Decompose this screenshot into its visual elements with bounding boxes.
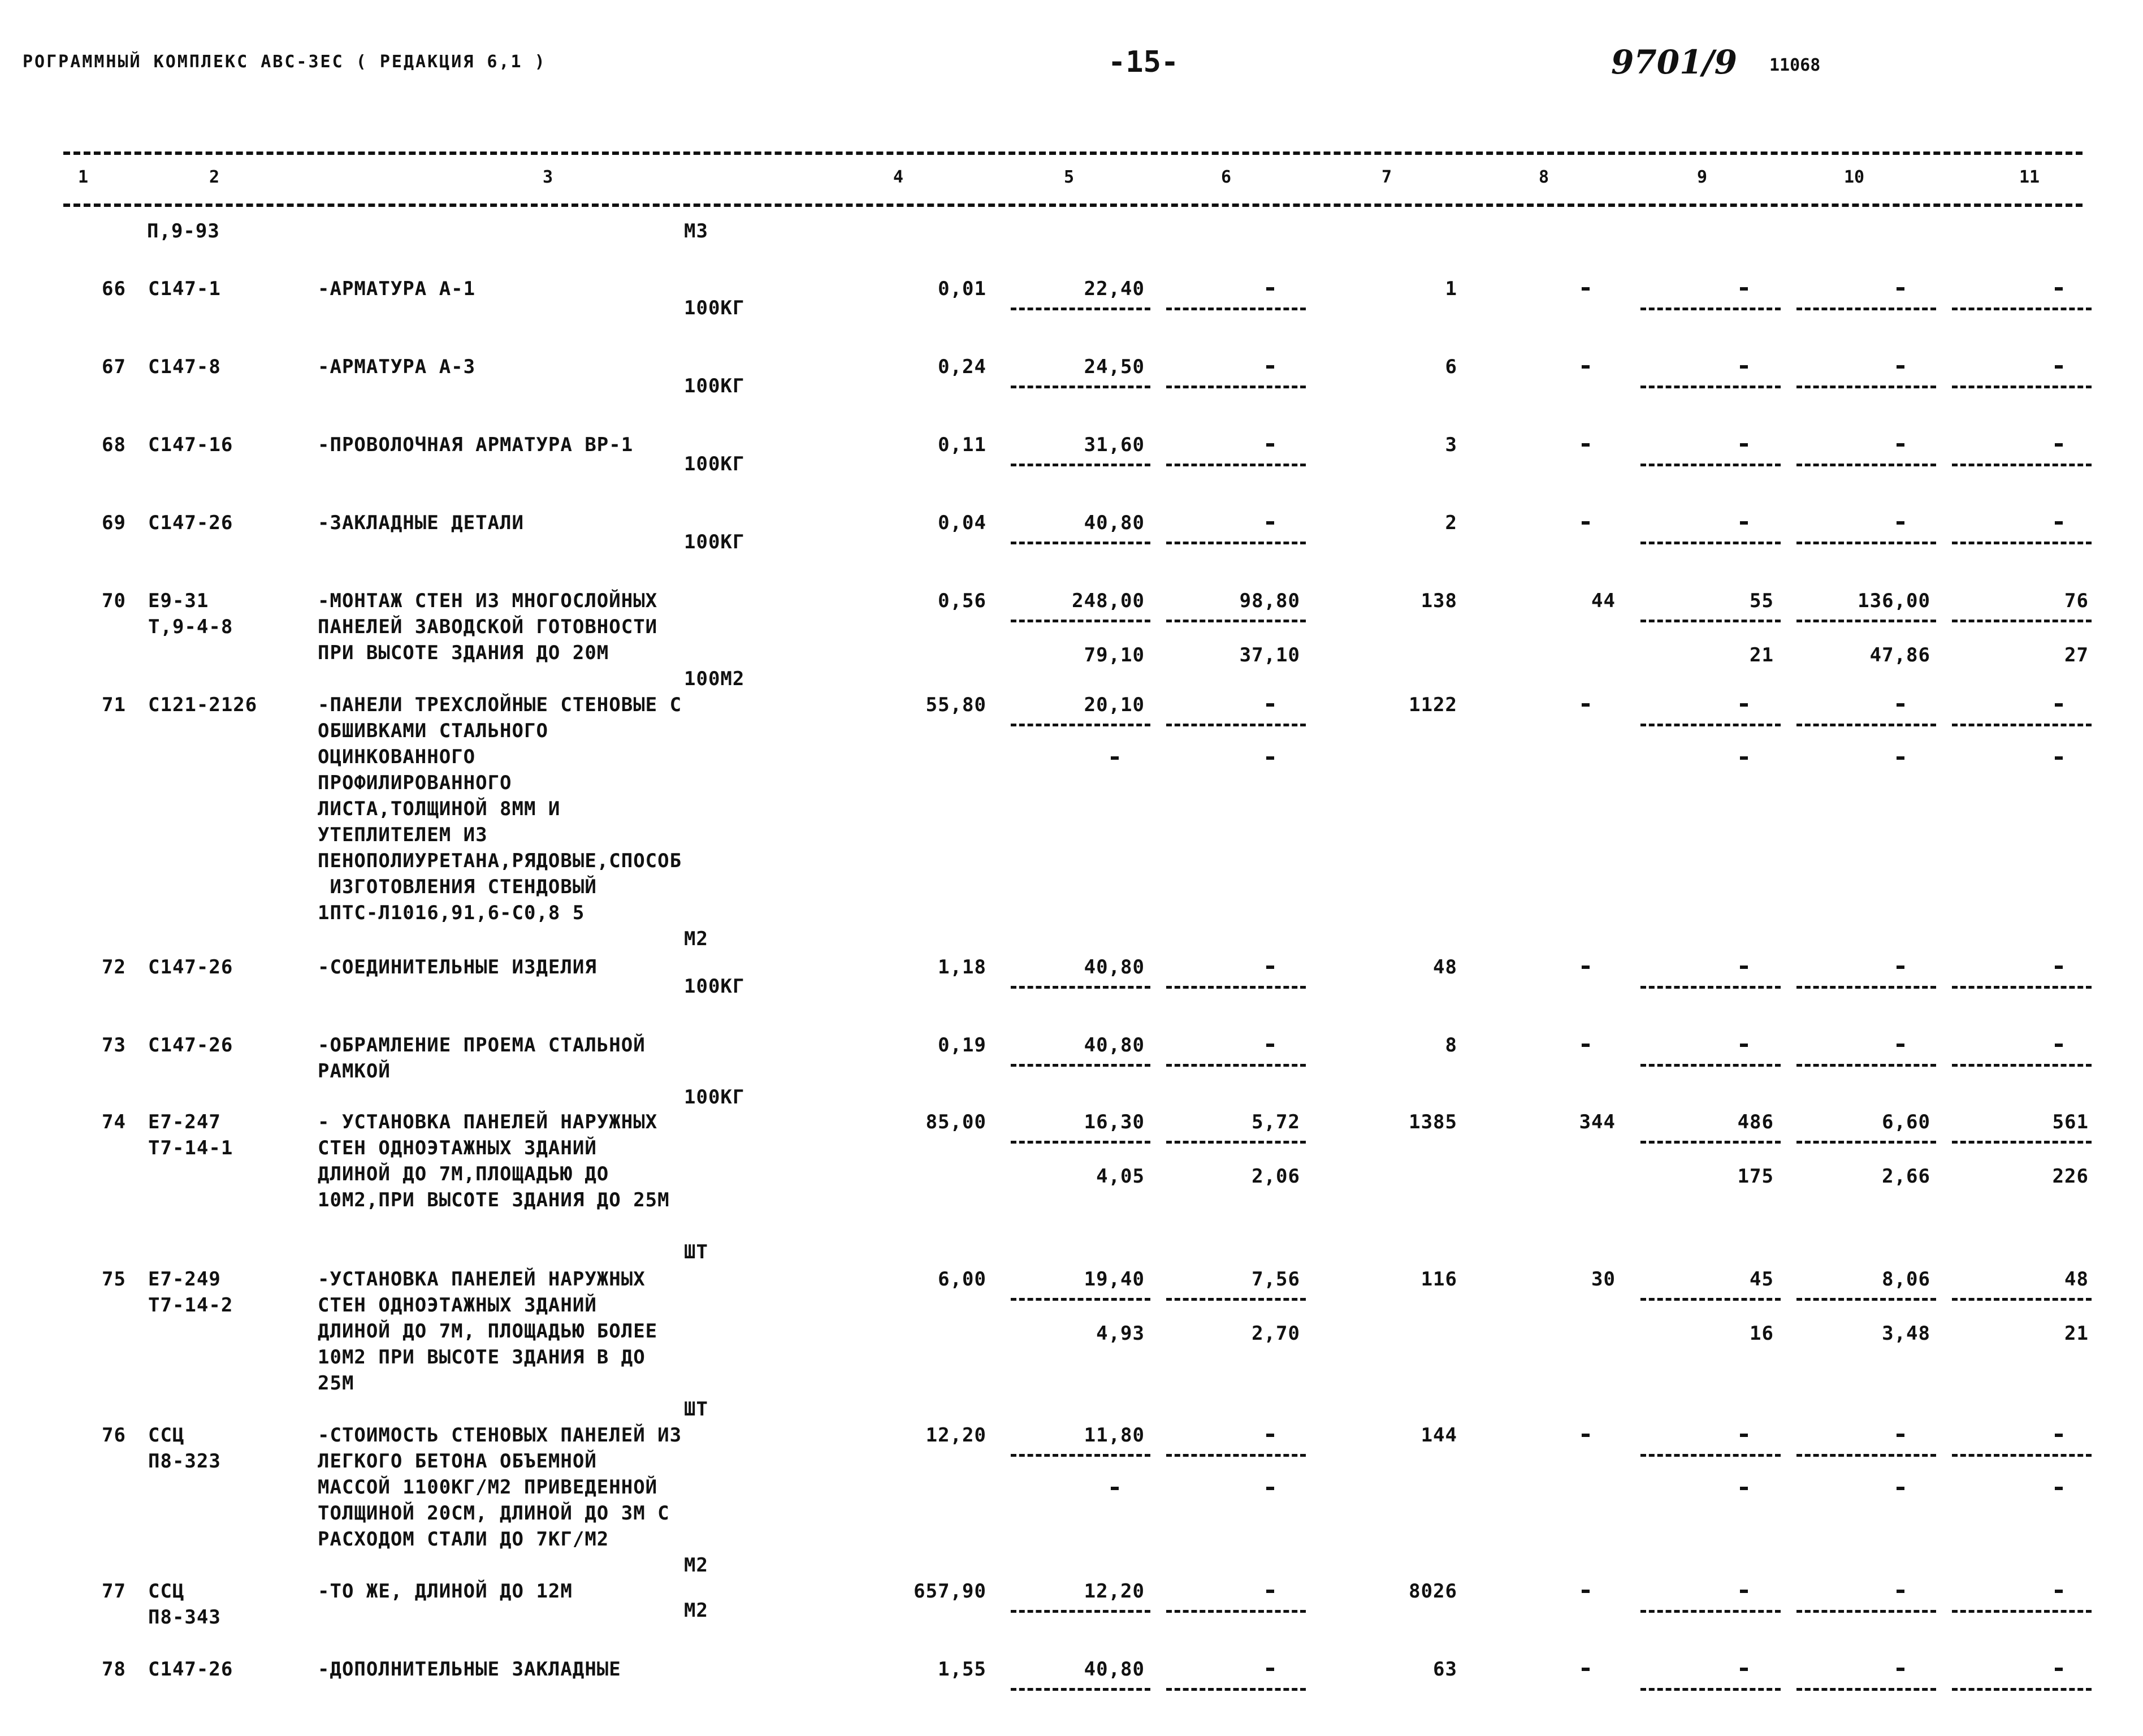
cell-c4: 0,04	[938, 512, 986, 534]
cell-lower-dash-c6	[1266, 1487, 1274, 1490]
cell-c8: 344	[1579, 1111, 1616, 1133]
cell-dash-c8	[1582, 1668, 1590, 1671]
cell-divider-line	[1166, 1688, 1306, 1691]
row-code: С147-8	[148, 356, 221, 378]
cell-c10: 6,60	[1882, 1111, 1930, 1133]
cell-c4: 657,90	[914, 1580, 986, 1603]
cell-dash-c8	[1582, 443, 1590, 447]
row-code: ССЦ	[148, 1580, 185, 1603]
col-header-3: 3	[543, 167, 553, 187]
cell-divider-line	[1640, 724, 1781, 726]
cell-dash-c10	[1897, 1434, 1904, 1437]
cell-c5: 16,30	[1084, 1111, 1145, 1133]
row-description-line: СТЕН ОДНОЭТАЖНЫХ ЗДАНИЙ	[318, 1294, 597, 1317]
cell-divider-line	[1796, 464, 1936, 466]
cell-dash-c6	[1266, 966, 1274, 969]
cell-divider-line	[1796, 1688, 1936, 1691]
row-description-line: -ЗАКЛАДНЫЕ ДЕТАЛИ	[318, 512, 524, 534]
cell-dash-c10	[1897, 1590, 1904, 1593]
row-code-secondary: Т,9-4-8	[148, 616, 233, 638]
cell-lower-dash-c5	[1111, 1487, 1119, 1490]
cell-divider-line	[1796, 308, 1936, 310]
pre-row-unit: М3	[684, 220, 708, 243]
cell-divider-line	[1011, 386, 1150, 388]
cell-c4: 1,55	[938, 1658, 986, 1681]
row-description-line: -ТО ЖЕ, ДЛИНОЙ ДО 12М	[318, 1580, 573, 1603]
cell-divider-line	[1952, 1064, 2092, 1067]
cell-divider-line	[1011, 542, 1150, 544]
cell-divider-line	[1011, 1298, 1150, 1301]
row-description-line: -СОЕДИНИТЕЛЬНЫЕ ИЗДЕЛИЯ	[318, 956, 597, 979]
cell-lower-c6: 37,10	[1239, 644, 1300, 666]
cell-c6: 98,80	[1239, 590, 1300, 612]
cell-dash-c11	[2055, 521, 2063, 525]
cell-dash-c6	[1266, 1044, 1274, 1047]
row-code: С147-26	[148, 1034, 233, 1057]
row-unit: ШТ	[684, 1241, 708, 1263]
cell-divider-line	[1011, 1688, 1150, 1691]
row-description-line: -АРМАТУРА А-1	[318, 278, 476, 300]
cell-c5: 22,40	[1084, 278, 1145, 300]
cell-c8: 44	[1591, 590, 1616, 612]
cell-dash-c9	[1740, 287, 1748, 291]
cell-c4: 0,19	[938, 1034, 986, 1057]
cell-divider-line	[1011, 1454, 1150, 1457]
col-header-7: 7	[1382, 167, 1392, 187]
cell-c5: 12,20	[1084, 1580, 1145, 1603]
cell-lower-c10: 2,66	[1882, 1165, 1930, 1188]
row-number: 68	[102, 434, 126, 456]
cell-lower-c11: 27	[2064, 644, 2089, 666]
cell-dash-c9	[1740, 1590, 1748, 1593]
cell-divider-line	[1640, 620, 1781, 622]
cell-dash-c8	[1582, 1434, 1590, 1437]
row-number: 69	[102, 512, 126, 534]
cell-divider-line	[1640, 308, 1781, 310]
row-description-line: -ПРОВОЛОЧНАЯ АРМАТУРА ВР-1	[318, 434, 634, 456]
cell-divider-line	[1952, 1454, 2092, 1457]
cell-c7: 48	[1433, 956, 1457, 979]
row-unit: 100КГ	[684, 1086, 745, 1109]
cell-c4: 0,01	[938, 278, 986, 300]
row-description-line: -ОБРАМЛЕНИЕ ПРОЕМА СТАЛЬНОЙ	[318, 1034, 646, 1057]
cell-divider-line	[1952, 1688, 2092, 1691]
cell-c8: 30	[1591, 1268, 1616, 1291]
cell-c7: 3	[1445, 434, 1457, 456]
document-number: 9701/9	[1611, 43, 1737, 81]
cell-divider-line	[1796, 1298, 1936, 1301]
cell-c4: 1,18	[938, 956, 986, 979]
row-description-line: ПРОФИЛИРОВАННОГО	[318, 772, 512, 794]
cell-divider-line	[1952, 1298, 2092, 1301]
cell-divider-line	[1952, 1610, 2092, 1613]
cell-lower-c11: 226	[2052, 1165, 2089, 1188]
cell-c5: 20,10	[1084, 694, 1145, 716]
cell-c6: 5,72	[1252, 1111, 1300, 1133]
row-description-line: МАССОЙ 1100КГ/М2 ПРИВЕДЕННОЙ	[318, 1476, 658, 1499]
cell-c5: 40,80	[1084, 512, 1145, 534]
cell-dash-c8	[1582, 966, 1590, 969]
cell-c4: 12,20	[925, 1424, 986, 1447]
cell-c7: 63	[1433, 1658, 1457, 1681]
col-header-1: 1	[78, 167, 89, 187]
cell-divider-line	[1166, 542, 1306, 544]
cell-divider-line	[1640, 1610, 1781, 1613]
row-description-line: -ДОПОЛНИТЕЛЬНЫЕ ЗАКЛАДНЫЕ	[318, 1658, 621, 1681]
cell-dash-c11	[2055, 966, 2063, 969]
cell-c5: 31,60	[1084, 434, 1145, 456]
cell-c7: 1122	[1409, 694, 1457, 716]
row-number: 70	[102, 590, 126, 612]
cell-c5: 19,40	[1084, 1268, 1145, 1291]
cell-dash-c6	[1266, 703, 1274, 707]
cell-dash-c9	[1740, 521, 1748, 525]
row-number: 78	[102, 1658, 126, 1681]
cell-c10: 8,06	[1882, 1268, 1930, 1291]
cell-divider-line	[1011, 1610, 1150, 1613]
row-description-line: 1ПТС-Л1016,91,6-С0,8 5	[318, 902, 585, 924]
cell-dash-c6	[1266, 443, 1274, 447]
row-description-line: ЛИСТА,ТОЛЩИНОЙ 8ММ И	[318, 798, 561, 820]
cell-dash-c8	[1582, 521, 1590, 525]
cell-dash-c11	[2055, 287, 2063, 291]
cell-dash-c8	[1582, 287, 1590, 291]
col-header-6: 6	[1221, 167, 1232, 187]
cell-divider-line	[1796, 542, 1936, 544]
cell-divider-line	[1640, 386, 1781, 388]
row-number: 77	[102, 1580, 126, 1603]
cell-c6: 7,56	[1252, 1268, 1300, 1291]
page-number: -15-	[1108, 45, 1179, 79]
cell-lower-c10: 3,48	[1882, 1322, 1930, 1345]
cell-c7: 138	[1421, 590, 1457, 612]
cell-dash-c6	[1266, 521, 1274, 525]
row-code: Е7-247	[148, 1111, 221, 1133]
cell-divider-line	[1640, 1454, 1781, 1457]
cell-divider-line	[1166, 1064, 1306, 1067]
row-number: 72	[102, 956, 126, 979]
row-description-line: -СТОИМОСТЬ СТЕНОВЫХ ПАНЕЛЕЙ ИЗ	[318, 1424, 682, 1447]
cell-divider-line	[1796, 620, 1936, 622]
cell-divider-line	[1640, 1688, 1781, 1691]
cell-c9: 486	[1737, 1111, 1774, 1133]
row-description-line: 10М2 ПРИ ВЫСОТЕ ЗДАНИЯ В ДО	[318, 1346, 646, 1369]
row-unit: М2	[684, 1599, 708, 1622]
cell-c4: 0,56	[938, 590, 986, 612]
cell-dash-c10	[1897, 1044, 1904, 1047]
row-description-line: ОЦИНКОВАННОГО	[318, 746, 476, 768]
row-code-secondary: Т7-14-1	[148, 1137, 233, 1159]
cell-lower-c5: 79,10	[1084, 644, 1145, 666]
cell-divider-line	[1166, 620, 1306, 622]
row-code: С147-16	[148, 434, 233, 456]
cell-dash-c9	[1740, 1434, 1748, 1437]
cell-dash-c9	[1740, 703, 1748, 707]
cell-dash-c11	[2055, 1044, 2063, 1047]
cell-divider-line	[1640, 542, 1781, 544]
cell-c11: 48	[2064, 1268, 2089, 1291]
cell-dash-c11	[2055, 1668, 2063, 1671]
cell-divider-line	[1796, 386, 1936, 388]
cell-c7: 2	[1445, 512, 1457, 534]
cell-divider-line	[1640, 986, 1781, 989]
row-code: С147-1	[148, 278, 221, 300]
cell-dash-c10	[1897, 966, 1904, 969]
cell-dash-c10	[1897, 521, 1904, 525]
cell-dash-c6	[1266, 1434, 1274, 1437]
row-number: 67	[102, 356, 126, 378]
row-description-line: ДЛИНОЙ ДО 7М,ПЛОЩАДЬЮ ДО	[318, 1163, 609, 1185]
row-description-line: РАСХОДОМ СТАЛИ ДО 7КГ/М2	[318, 1528, 609, 1551]
row-description-line: ИЗГОТОВЛЕНИЯ СТЕНДОВЫЙ	[318, 876, 597, 898]
row-unit: 100КГ	[684, 453, 745, 475]
cell-divider-line	[1952, 724, 2092, 726]
cell-dash-c11	[2055, 443, 2063, 447]
cell-divider-line	[1796, 1064, 1936, 1067]
cell-c4: 0,11	[938, 434, 986, 456]
cell-divider-line	[1796, 986, 1936, 989]
cell-divider-line	[1952, 1141, 2092, 1144]
cell-dash-c8	[1582, 1044, 1590, 1047]
cell-c7: 1385	[1409, 1111, 1457, 1133]
cell-lower-dash-c9	[1740, 1487, 1748, 1490]
col-header-2: 2	[209, 167, 220, 187]
cell-divider-line	[1011, 986, 1150, 989]
cell-dash-c6	[1266, 365, 1274, 369]
cell-c9: 55	[1750, 590, 1774, 612]
cell-dash-c9	[1740, 966, 1748, 969]
cell-divider-line	[1952, 308, 2092, 310]
cell-divider-line	[1011, 464, 1150, 466]
cell-divider-line	[1952, 386, 2092, 388]
cell-dash-c11	[2055, 703, 2063, 707]
cell-lower-dash-c11	[2055, 756, 2063, 760]
cell-dash-c9	[1740, 1044, 1748, 1047]
row-description-line: ПЕНОПОЛИУРЕТАНА,РЯДОВЫЕ,СПОСОБ	[318, 850, 682, 872]
row-description-line: -АРМАТУРА А-3	[318, 356, 476, 378]
cell-divider-line	[1011, 1064, 1150, 1067]
row-description-line: 10М2,ПРИ ВЫСОТЕ ЗДАНИЯ ДО 25М	[318, 1189, 670, 1211]
row-description-line: ОБШИВКАМИ СТАЛЬНОГО	[318, 720, 548, 742]
cell-c11: 76	[2064, 590, 2089, 612]
row-unit: 100КГ	[684, 975, 745, 998]
cell-lower-c9: 16	[1750, 1322, 1774, 1345]
top-rule	[63, 151, 2083, 155]
row-code: С121-2126	[148, 694, 258, 716]
row-description-line: ЛЕГКОГО БЕТОНА ОБЪЕМНОЙ	[318, 1450, 597, 1473]
cell-divider-line	[1166, 1454, 1306, 1457]
cell-dash-c6	[1266, 1668, 1274, 1671]
col-header-11: 11	[2019, 167, 2040, 187]
cell-divider-line	[1011, 1141, 1150, 1144]
row-description-line: -УСТАНОВКА ПАНЕЛЕЙ НАРУЖНЫХ	[318, 1268, 646, 1291]
row-description-line: РАМКОЙ	[318, 1060, 391, 1083]
row-description-line: ПАНЕЛЕЙ ЗАВОДСКОЙ ГОТОВНОСТИ	[318, 616, 658, 638]
row-description-line: -МОНТАЖ СТЕН ИЗ МНОГОСЛОЙНЫХ	[318, 590, 658, 612]
cell-c7: 6	[1445, 356, 1457, 378]
row-code-secondary: Т7-14-2	[148, 1294, 233, 1317]
cell-c5: 24,50	[1084, 356, 1145, 378]
row-unit: 100КГ	[684, 297, 745, 319]
cell-lower-dash-c11	[2055, 1487, 2063, 1490]
row-code: С147-26	[148, 1658, 233, 1681]
row-number: 74	[102, 1111, 126, 1133]
cell-divider-line	[1166, 986, 1306, 989]
row-description-line: СТЕН ОДНОЭТАЖНЫХ ЗДАНИЙ	[318, 1137, 597, 1159]
cell-divider-line	[1011, 620, 1150, 622]
cell-lower-c11: 21	[2064, 1322, 2089, 1345]
row-description-line: ДЛИНОЙ ДО 7М, ПЛОЩАДЬЮ БОЛЕЕ	[318, 1320, 658, 1343]
cell-c7: 8	[1445, 1034, 1457, 1057]
cell-divider-line	[1166, 1298, 1306, 1301]
row-description-line: - УСТАНОВКА ПАНЕЛЕЙ НАРУЖНЫХ	[318, 1111, 658, 1133]
cell-lower-dash-c5	[1111, 756, 1119, 760]
row-number: 75	[102, 1268, 126, 1291]
row-code: Е7-249	[148, 1268, 221, 1291]
cell-lower-dash-c9	[1740, 756, 1748, 760]
cell-c10: 136,00	[1858, 590, 1930, 612]
row-number: 71	[102, 694, 126, 716]
cell-dash-c11	[2055, 1434, 2063, 1437]
cell-c4: 6,00	[938, 1268, 986, 1291]
row-unit: М2	[684, 1554, 708, 1577]
row-code-secondary: П8-323	[148, 1450, 221, 1473]
cell-dash-c9	[1740, 443, 1748, 447]
col-header-8: 8	[1539, 167, 1549, 187]
col-header-4: 4	[893, 167, 904, 187]
row-unit: 100М2	[684, 668, 745, 690]
row-description-line: -ПАНЕЛИ ТРЕХСЛОЙНЫЕ СТЕНОВЫЕ С	[318, 694, 682, 716]
cell-dash-c8	[1582, 365, 1590, 369]
cell-lower-c5: 4,05	[1096, 1165, 1145, 1188]
cell-dash-c9	[1740, 365, 1748, 369]
col-header-5: 5	[1064, 167, 1075, 187]
cell-c7: 8026	[1409, 1580, 1457, 1603]
cell-dash-c10	[1897, 703, 1904, 707]
cell-c4: 85,00	[925, 1111, 986, 1133]
cell-divider-line	[1796, 1454, 1936, 1457]
col-header-9: 9	[1697, 167, 1708, 187]
row-description-line: ТОЛЩИНОЙ 20СМ, ДЛИНОЙ ДО 3М С	[318, 1502, 670, 1525]
program-title: РОГРАММНЫЙ КОМПЛЕКС АВС-ЗЕС ( РЕДАКЦИЯ 6,1 )	[23, 52, 547, 72]
cell-divider-line	[1952, 464, 2092, 466]
cell-c9: 45	[1750, 1268, 1774, 1291]
cell-dash-c10	[1897, 287, 1904, 291]
cell-c5: 248,00	[1072, 590, 1145, 612]
cell-divider-line	[1952, 620, 2092, 622]
cell-divider-line	[1796, 724, 1936, 726]
header-rule	[63, 204, 2083, 207]
cell-c4: 55,80	[925, 694, 986, 716]
cell-c5: 40,80	[1084, 1658, 1145, 1681]
cell-c7: 144	[1421, 1424, 1457, 1447]
cell-lower-c6: 2,70	[1252, 1322, 1300, 1345]
row-code: ССЦ	[148, 1424, 185, 1447]
cell-c5: 11,80	[1084, 1424, 1145, 1447]
cell-lower-dash-c6	[1266, 756, 1274, 760]
cell-divider-line	[1166, 308, 1306, 310]
cell-lower-dash-c10	[1897, 1487, 1904, 1490]
row-unit: М2	[684, 928, 708, 950]
cell-dash-c6	[1266, 1590, 1274, 1593]
cell-dash-c8	[1582, 703, 1590, 707]
cell-dash-c10	[1897, 443, 1904, 447]
cell-divider-line	[1166, 464, 1306, 466]
cell-lower-c9: 175	[1737, 1165, 1774, 1188]
cell-dash-c10	[1897, 1668, 1904, 1671]
row-number: 73	[102, 1034, 126, 1057]
cell-c11: 561	[2052, 1111, 2089, 1133]
cell-c5: 40,80	[1084, 1034, 1145, 1057]
cell-dash-c8	[1582, 1590, 1590, 1593]
cell-dash-c9	[1740, 1668, 1748, 1671]
cell-lower-c5: 4,93	[1096, 1322, 1145, 1345]
cell-divider-line	[1011, 724, 1150, 726]
cell-divider-line	[1166, 1610, 1306, 1613]
cell-divider-line	[1166, 724, 1306, 726]
row-number: 76	[102, 1424, 126, 1447]
document-code: 11068	[1769, 55, 1821, 75]
row-number: 66	[102, 278, 126, 300]
row-unit: ШТ	[684, 1398, 708, 1421]
cell-divider-line	[1166, 1141, 1306, 1144]
cell-dash-c10	[1897, 365, 1904, 369]
cell-divider-line	[1166, 386, 1306, 388]
cell-divider-line	[1640, 464, 1781, 466]
row-unit: 100КГ	[684, 531, 745, 553]
row-code: С147-26	[148, 512, 233, 534]
cell-divider-line	[1952, 986, 2092, 989]
cell-divider-line	[1640, 1298, 1781, 1301]
cell-dash-c6	[1266, 287, 1274, 291]
cell-c7: 116	[1421, 1268, 1457, 1291]
row-code-secondary: П8-343	[148, 1606, 221, 1629]
cell-c4: 0,24	[938, 356, 986, 378]
cell-dash-c11	[2055, 365, 2063, 369]
cell-divider-line	[1952, 542, 2092, 544]
row-description-line: УТЕПЛИТЕЛЕМ ИЗ	[318, 824, 488, 846]
row-unit: 100КГ	[684, 375, 745, 397]
row-description-line: ПРИ ВЫСОТЕ ЗДАНИЯ ДО 20М	[318, 642, 609, 664]
cell-divider-line	[1640, 1064, 1781, 1067]
col-header-10: 10	[1844, 167, 1865, 187]
cell-dash-c11	[2055, 1590, 2063, 1593]
cell-c5: 40,80	[1084, 956, 1145, 979]
row-code: С147-26	[148, 956, 233, 979]
row-code: Е9-31	[148, 590, 209, 612]
pre-row-ref: П,9-93	[147, 220, 220, 243]
cell-lower-dash-c10	[1897, 756, 1904, 760]
cell-lower-c6: 2,06	[1252, 1165, 1300, 1188]
cell-divider-line	[1640, 1141, 1781, 1144]
cell-divider-line	[1796, 1141, 1936, 1144]
cell-lower-c9: 21	[1750, 644, 1774, 666]
row-description-line: 25М	[318, 1372, 354, 1395]
cell-c7: 1	[1445, 278, 1457, 300]
cell-lower-c10: 47,86	[1869, 644, 1930, 666]
cell-divider-line	[1011, 308, 1150, 310]
cell-divider-line	[1796, 1610, 1936, 1613]
